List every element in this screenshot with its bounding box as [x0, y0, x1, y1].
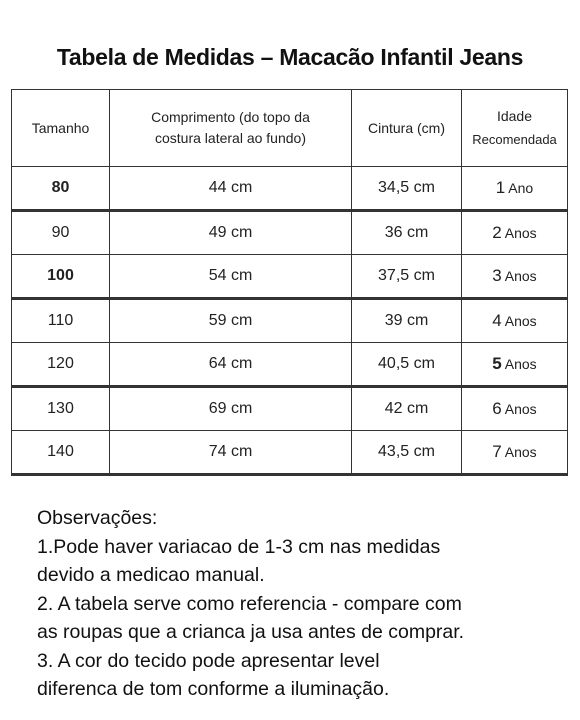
size-value: 110 — [47, 312, 74, 329]
size-value: 130 — [47, 400, 74, 417]
cell-waist: 36 cm — [352, 211, 462, 255]
table-row — [12, 167, 568, 211]
table-row — [12, 255, 568, 299]
cell-age — [462, 431, 568, 475]
size-value: 120 — [47, 355, 74, 372]
size-chart-table — [11, 89, 568, 476]
age-unit: Anos — [504, 444, 537, 460]
cell-waist: 43,5 cm — [352, 431, 462, 475]
header-waist: Cintura (cm) — [352, 90, 462, 167]
cell-length: 69 cm — [110, 387, 352, 431]
cell-size — [12, 211, 110, 255]
notes-section — [37, 504, 557, 704]
cell-size — [12, 255, 110, 299]
cell-waist: 37,5 cm — [352, 255, 462, 299]
cell-length: 49 cm — [110, 211, 352, 255]
page-title: Tabela de Medidas – Macacão Infantil Jeans — [56, 44, 524, 70]
size-value: 80 — [51, 179, 70, 196]
cell-age — [462, 343, 568, 387]
cell-waist: 34,5 cm — [352, 167, 462, 211]
table-header-row — [12, 90, 568, 167]
note-line: as roupas que a crianca ja usa antes de comprar. — [37, 621, 465, 643]
age-number: 5 — [492, 354, 502, 373]
cell-size — [12, 431, 110, 475]
header-size: Tamanho — [12, 90, 110, 167]
size-value: 140 — [47, 443, 74, 460]
cell-age — [462, 255, 568, 299]
cell-age — [462, 299, 568, 343]
header-age — [462, 90, 568, 167]
cell-length: 64 cm — [110, 343, 352, 387]
age-unit: Anos — [504, 401, 537, 417]
cell-size — [12, 299, 110, 343]
cell-age — [462, 211, 568, 255]
age-number: 7 — [492, 442, 502, 461]
age-number: 2 — [492, 223, 502, 242]
age-unit: Anos — [504, 356, 537, 372]
cell-length: 59 cm — [110, 299, 352, 343]
age-number: 3 — [492, 266, 502, 285]
cell-waist: 40,5 cm — [352, 343, 462, 387]
cell-length: 54 cm — [110, 255, 352, 299]
age-number: 4 — [492, 311, 502, 330]
cell-size — [12, 343, 110, 387]
cell-waist: 39 cm — [352, 299, 462, 343]
note-line: devido a medicao manual. — [37, 564, 265, 586]
age-unit: Anos — [504, 313, 537, 329]
age-unit: Anos — [504, 225, 537, 241]
header-length — [110, 90, 352, 167]
note-line: 1.Pode haver variacao de 1-3 cm nas medidas — [37, 535, 441, 558]
cell-age — [462, 387, 568, 431]
age-unit: Ano — [508, 180, 534, 196]
age-number: 1 — [495, 178, 506, 197]
cell-waist: 42 cm — [352, 387, 462, 431]
size-value: 100 — [47, 267, 74, 284]
table-row — [12, 211, 568, 255]
note-line: 3. A cor do tecido pode apresentar level — [37, 649, 380, 672]
cell-length: 74 cm — [110, 431, 352, 475]
age-unit: Anos — [504, 268, 537, 284]
note-line: 2. A tabela serve como referencia - compare com — [37, 592, 462, 615]
age-number: 6 — [492, 399, 502, 418]
header-age-title: Idade — [496, 108, 533, 124]
note-line: diferenca de tom conforme a iluminação. — [37, 678, 390, 700]
header-age-subtitle: Recomendada — [472, 132, 557, 147]
table-row — [12, 299, 568, 343]
cell-size — [12, 387, 110, 431]
table-row — [12, 387, 568, 431]
cell-length: 44 cm — [110, 167, 352, 211]
notes-heading: Observações: — [37, 507, 158, 529]
header-length-label: Comprimento (do topo da costura lateral ao fundo) — [151, 109, 310, 146]
cell-age — [462, 167, 568, 211]
size-value: 90 — [51, 224, 70, 241]
table-row — [12, 431, 568, 475]
cell-size — [12, 167, 110, 211]
table-row — [12, 343, 568, 387]
